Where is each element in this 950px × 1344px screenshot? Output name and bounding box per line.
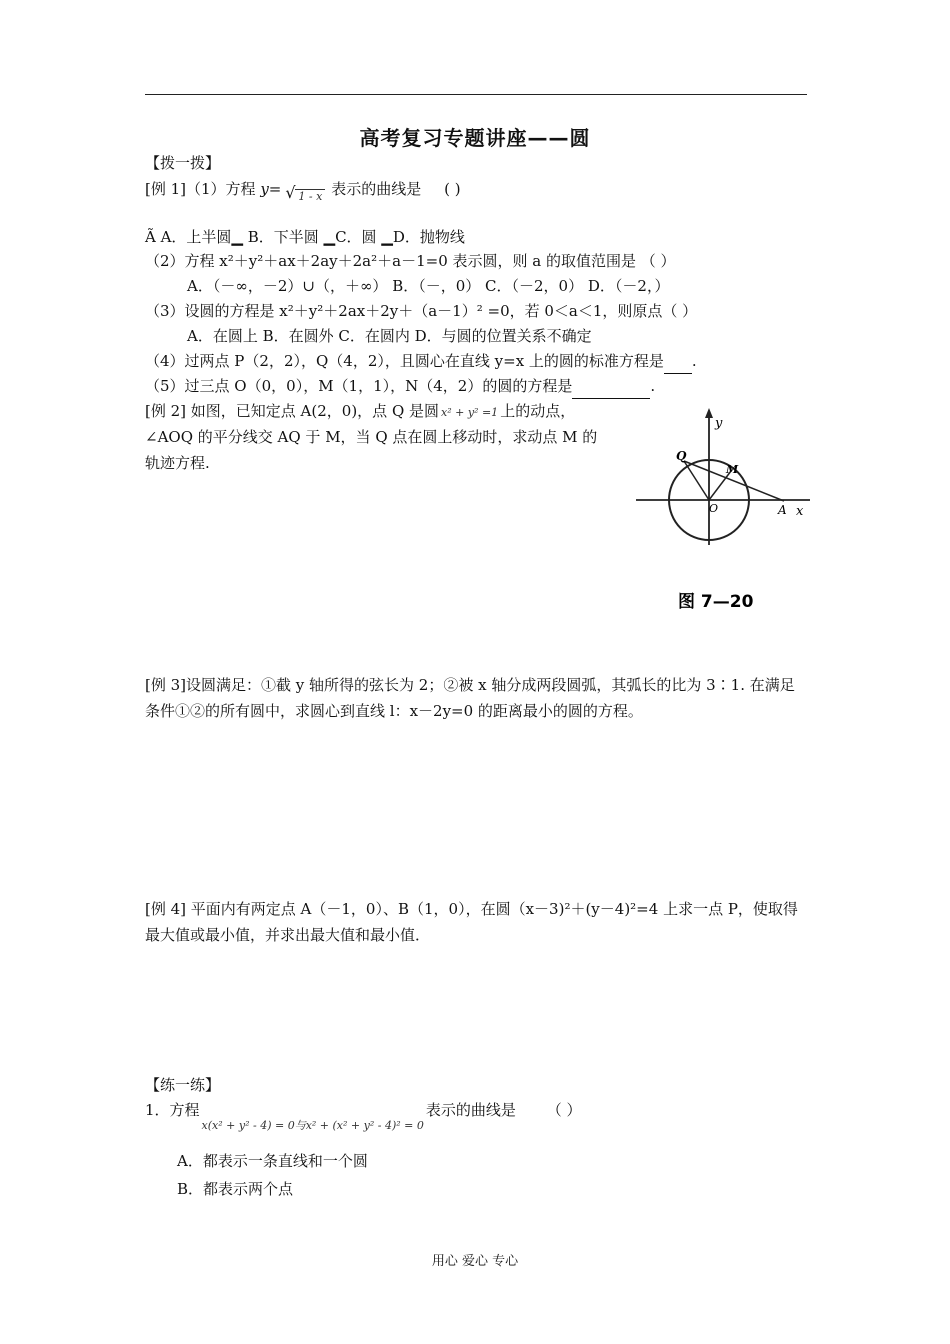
page-footer: 用心 爱心 专心	[431, 1254, 519, 1269]
label-Q: Q	[676, 449, 687, 463]
ex1-q2: （2）方程 x²＋y²＋ax＋2ay＋2a²＋a－1=0 表示圆，则 a 的取值范围是 （ ）	[145, 252, 676, 270]
practice1-stem	[145, 1100, 581, 1136]
ex1-q3-options: A．在圆上 B．在圆外 C．在圆内 D．与圆的位置关系不确定	[187, 327, 592, 345]
answer-blank	[664, 353, 692, 374]
practice1-prefix: 1．方程	[145, 1101, 200, 1119]
label-M: M	[726, 463, 739, 476]
ex2-geometry-figure	[632, 405, 822, 615]
segment-OQ	[684, 461, 709, 500]
section-heading-pluck: 【拨一拨】	[145, 154, 221, 172]
ex1-intro-var: y=	[260, 180, 282, 198]
ex1-q3: （3）设圆的方程是 x²＋y²＋2ax＋2y＋（a－1）² =0，若 0＜a＜1，则原点（ ）	[145, 302, 698, 320]
figure-caption: 图 7—20	[678, 592, 754, 612]
ex1-answer-paren: ( )	[444, 180, 461, 198]
sqrt-radicand: 1 - x	[295, 189, 325, 203]
ex2-line2: ∠AOQ 的平分线交 AQ 于 M，当 Q 点在圆上移动时，求动点 M 的	[145, 428, 598, 446]
page-title: 高考复习专题讲座——圆	[359, 126, 591, 150]
label-O: O	[709, 502, 719, 515]
label-A: A	[778, 503, 787, 517]
ex3-text: [例 3]设圆满足：①截 y 轴所得的弦长为 2；②被 x 轴分成两段圆弧，其弧长的比为 3∶1. 在满足条件①②的所有圆中，求圆心到直线 l：x－2y=0 的距离最小的圆的方程。	[145, 676, 795, 720]
label-x: x	[796, 504, 804, 519]
ex2-line1	[145, 401, 575, 423]
sqrt-formula	[285, 185, 325, 207]
practice1-formula: x(x² + y² - 4) = 0与x² + (x² + y² - 4)² = 0	[201, 1119, 424, 1132]
label-y: y	[715, 416, 723, 431]
practice1-suffix: 表示的曲线是	[425, 1101, 516, 1119]
section-heading-practice: 【练一练】	[145, 1076, 221, 1094]
ex1-q5-end: .	[650, 377, 656, 395]
practice1-answer-paren: （ ）	[546, 1101, 582, 1119]
radical-sign-icon: √	[285, 183, 296, 202]
ex1-intro-prefix: [例 1]（1）方程	[145, 180, 261, 198]
ex2-line3: 轨迹方程.	[145, 454, 210, 472]
ex1-intro-suffix: 表示的曲线是	[331, 180, 422, 198]
ex2-line1-a: [例 2] 如图，已知定点 A(2，0)，点 Q 是圆	[145, 402, 440, 420]
ex2-line1-b: 上的动点，	[500, 402, 576, 420]
ex1-options: Ã A．上半圆▁ B．下半圆 ▁C．圆 ▁D．抛物线	[145, 228, 465, 246]
ex1-q2-options: A．（－∞，－2）∪（，＋∞） B．（－，0） C．（－2，0） D．（－2，）	[187, 277, 670, 295]
practice1-option-b: B．都表示两个点	[177, 1180, 294, 1198]
header-rule	[145, 94, 807, 95]
ex1-q5	[145, 376, 655, 399]
y-axis-arrow-icon	[705, 408, 713, 418]
ex2-circle-equation: x² + y² =1	[441, 406, 499, 419]
ex1-q4	[145, 351, 697, 374]
practice1-option-a: A．都表示一条直线和一个圆	[177, 1152, 368, 1170]
answer-blank	[572, 378, 650, 399]
ex4-text: [例 4] 平面内有两定点 A（－1，0）、B（1，0），在圆（x－3)²＋(y－4)²=4 上求一点 P，使取得最大值或最小值，并求出最大值和最小值．	[145, 900, 798, 944]
ex1-q5-text: （5）过三点 O（0，0），M（1，1），N（4，2）的圆的方程是	[145, 377, 573, 395]
ex1-intro	[145, 179, 461, 207]
ex1-q4-end: .	[691, 352, 697, 370]
ex1-q4-text: （4）过两点 P（2，2），Q（4，2），且圆心在直线 y=x 上的圆的标准方程是	[145, 352, 664, 370]
